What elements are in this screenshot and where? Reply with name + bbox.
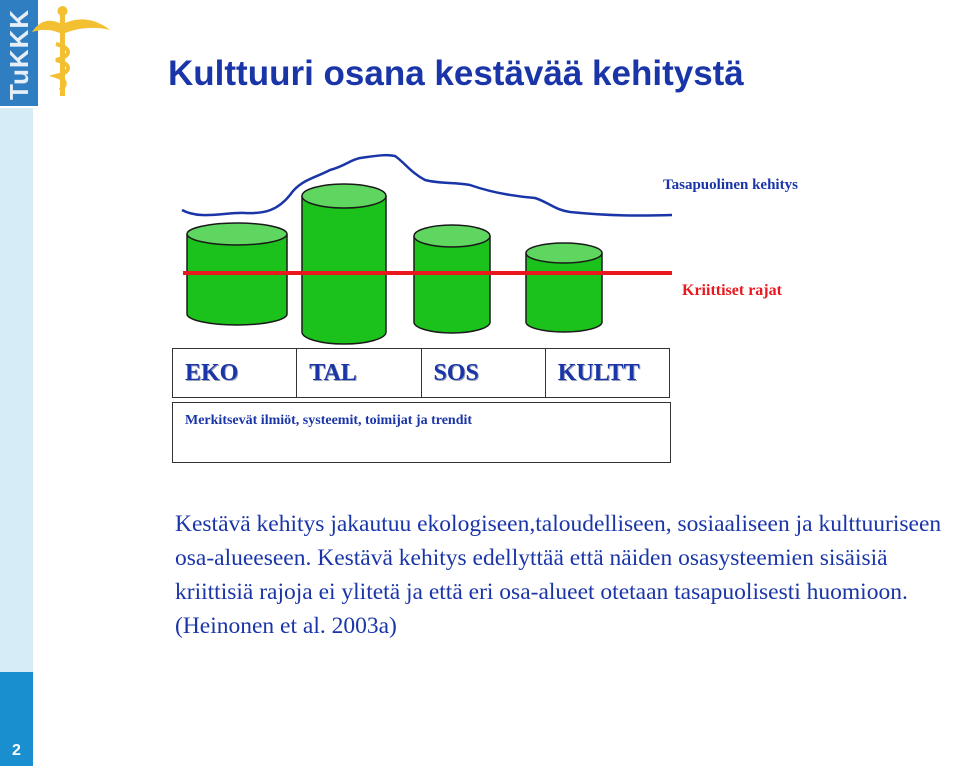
balanced-development-label: Tasapuolinen kehitys — [663, 177, 798, 193]
pillar-table — [172, 348, 670, 398]
slide-number: 2 — [12, 742, 21, 759]
cylinder-sos — [414, 225, 490, 333]
cylinder-kultt — [526, 243, 602, 332]
slide-title: Kulttuuri osana kestävää kehitystä — [168, 54, 744, 93]
pillar-kultt: KULTT — [557, 359, 640, 386]
critical-limits-label: Kriittiset rajat — [682, 282, 782, 299]
cylinder-tal — [302, 184, 386, 344]
pillar-eko: EKO — [173, 349, 297, 397]
body-paragraph: Kestävä kehitys jakautuu ekologiseen,taloudelliseen, sosiaaliseen ja kulttuuriseen osa-alueeseen. Kestävä kehitys edellyttää että näiden osasysteemien sisäisiä kriittisiä rajoja ei ylitetä ja että eri osa-alueet otetaan tasapuolisesti huomioon. (Heinonen et al. 2003a) — [175, 511, 942, 639]
logo-text: TuKKK — [4, 8, 34, 100]
pillar-sos: SOS — [422, 349, 546, 397]
pillar-tal: TAL — [297, 349, 421, 397]
balanced-development-line — [182, 155, 672, 215]
phenomena-box: Merkitsevät ilmiöt, systeemit, toimijat ja trendit — [172, 402, 671, 463]
